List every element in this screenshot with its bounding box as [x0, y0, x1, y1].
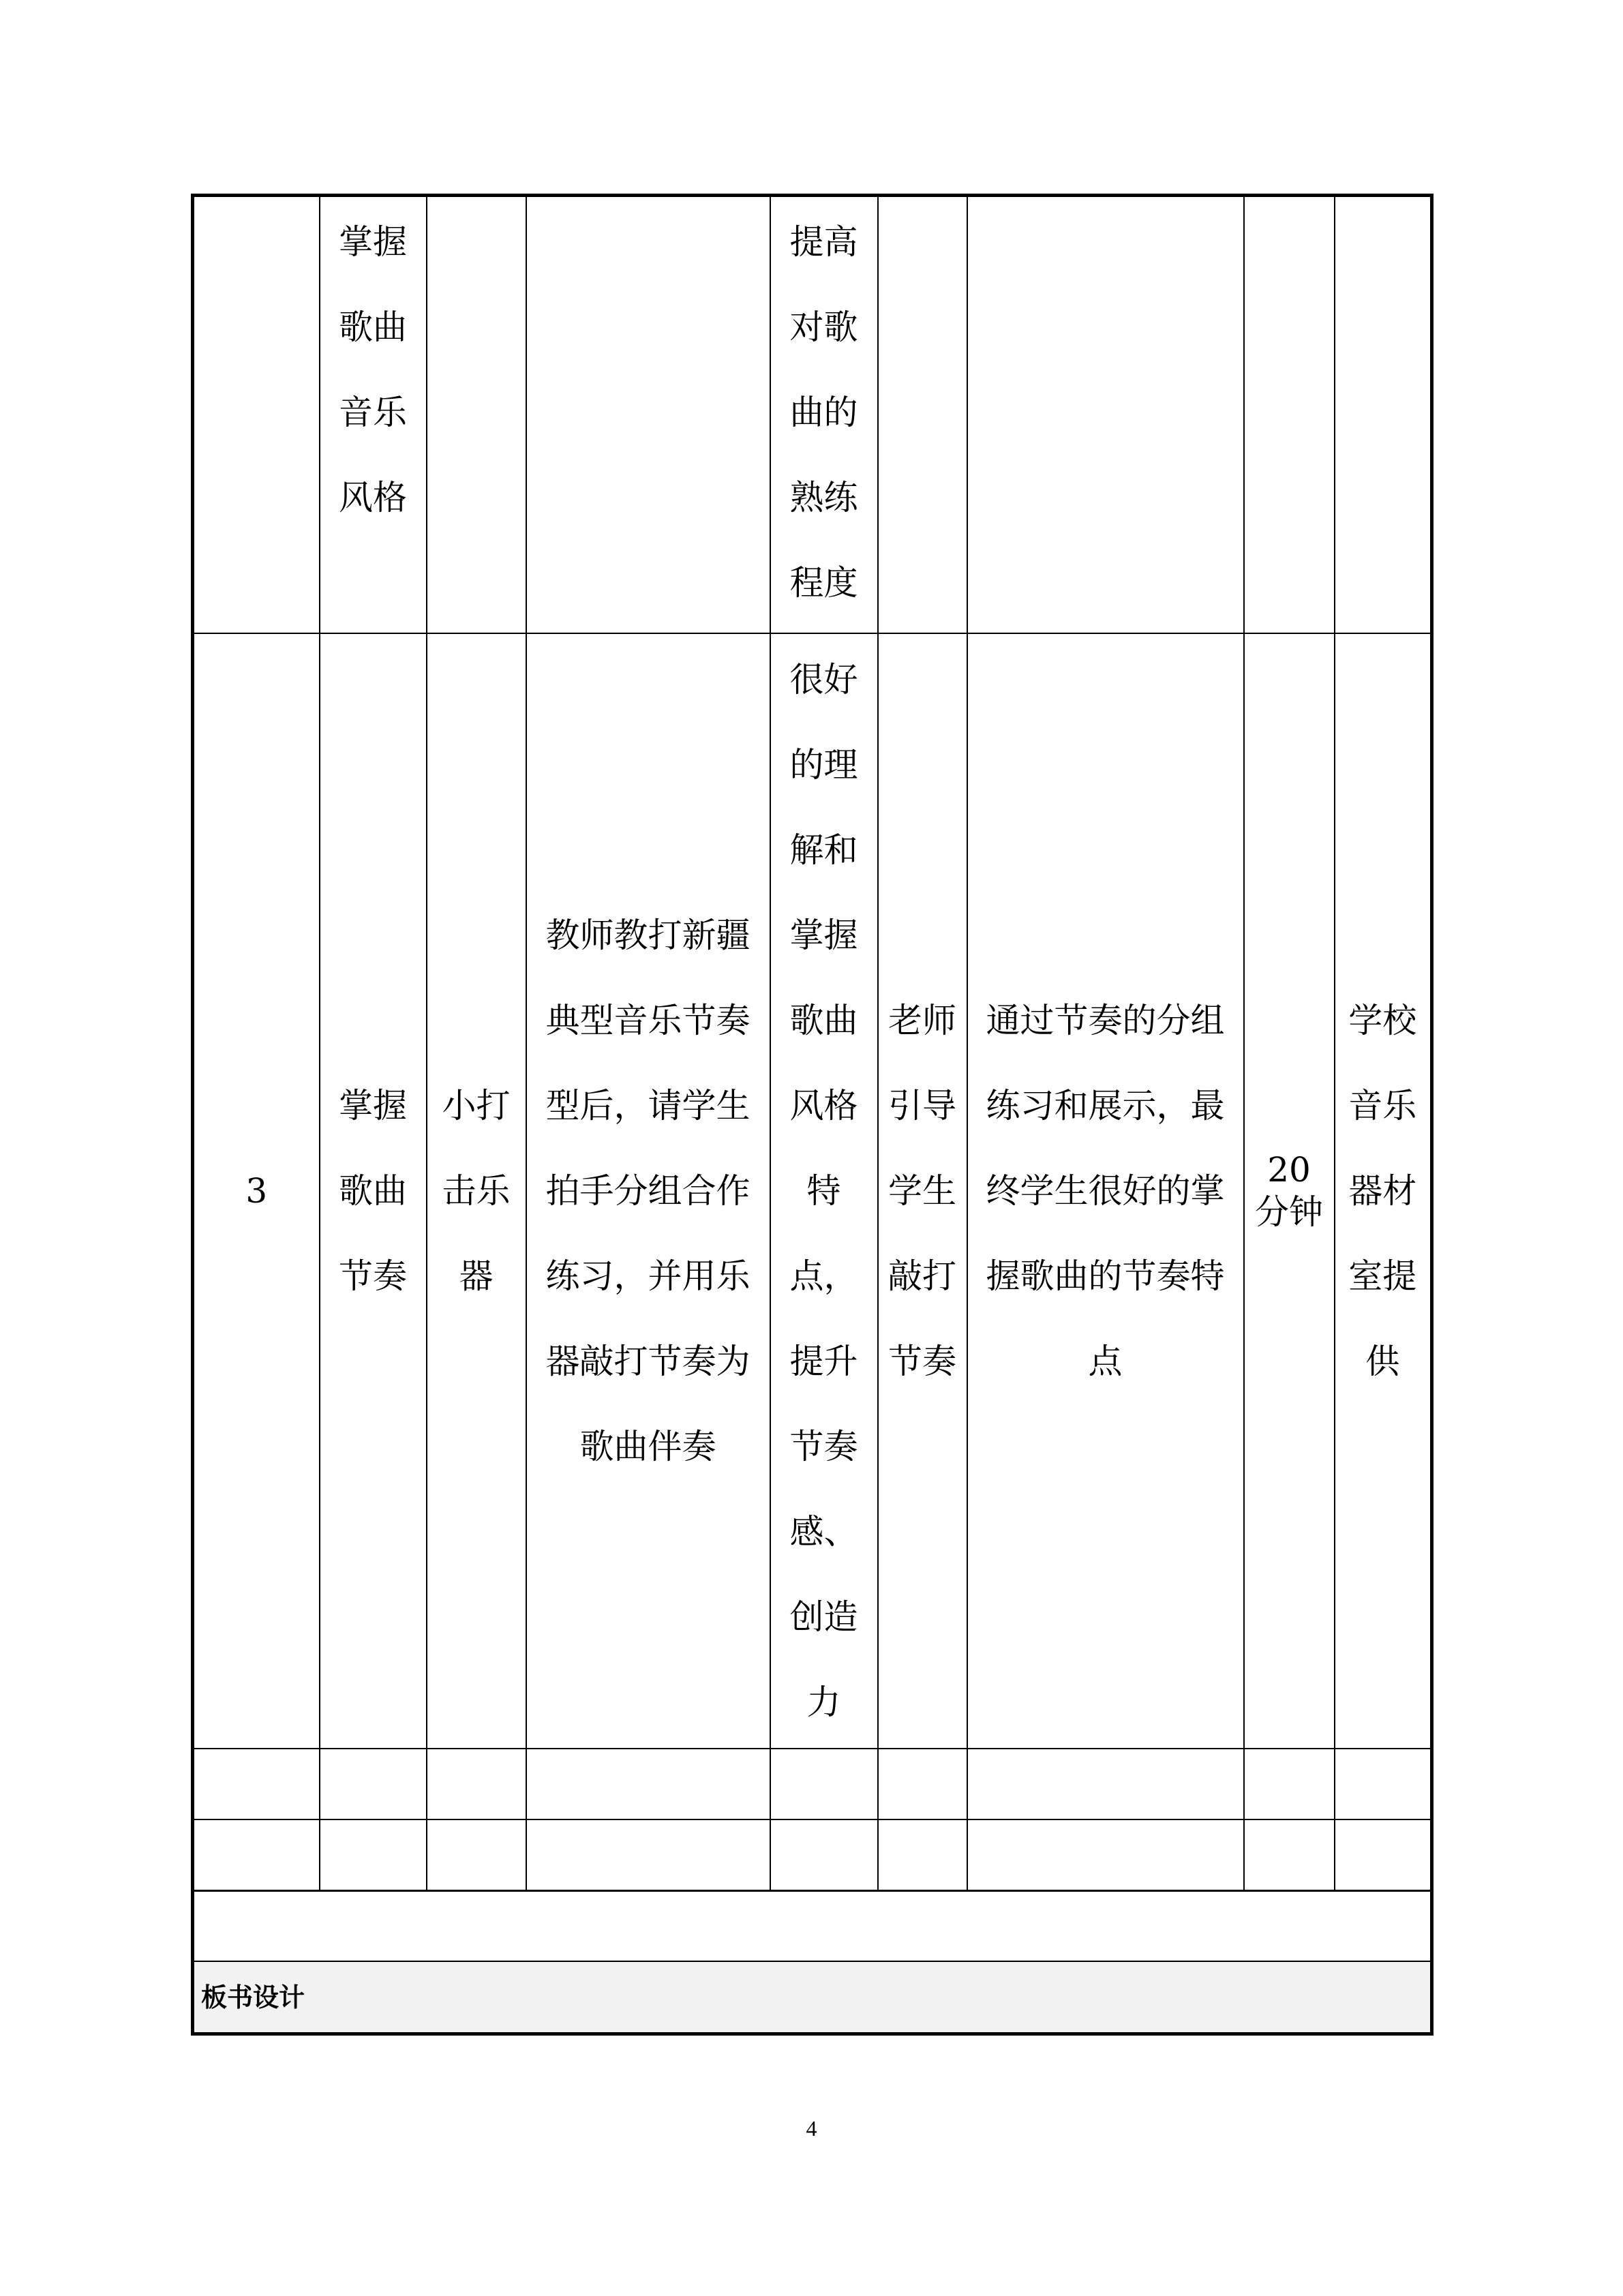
activity-cell [526, 633, 770, 1749]
empty-cell [526, 1749, 770, 1819]
effect-text: 提高 对歌 曲的 熟练 程度 [789, 222, 858, 603]
tool-text: 小打 击乐 器 [442, 1085, 511, 1296]
effect-cell [770, 633, 878, 1749]
time-cell [1244, 196, 1335, 633]
table-row [193, 1890, 1432, 1961]
goal-cell [320, 196, 427, 633]
board-design-label: 板书设计 [193, 1961, 1432, 2034]
empty-cell [193, 1749, 320, 1819]
empty-cell [427, 1819, 526, 1890]
table-row [193, 633, 1432, 1749]
tool-cell [427, 633, 526, 1749]
table-row [193, 1749, 1432, 1819]
effect-cell [770, 196, 878, 633]
activity-cell [526, 196, 770, 633]
result-cell [967, 196, 1244, 633]
empty-cell [1244, 1819, 1335, 1890]
table-row [193, 1819, 1432, 1890]
number-cell [193, 196, 320, 633]
empty-cell [878, 1749, 967, 1819]
empty-cell [770, 1819, 878, 1890]
guide-cell [878, 196, 967, 633]
empty-cell [1335, 1749, 1432, 1819]
goal-text: 掌握 歌曲 节奏 [339, 1085, 407, 1296]
empty-cell [1335, 1819, 1432, 1890]
empty-cell [427, 1749, 526, 1819]
empty-cell [320, 1819, 427, 1890]
number-text: 3 [245, 1170, 268, 1211]
guide-cell [878, 633, 967, 1749]
empty-cell [967, 1819, 1244, 1890]
empty-cell [1244, 1749, 1335, 1819]
effect-text: 很好 的理 解和 掌握 歌曲 风格 特 点， 提升 节奏 感、 创造 力 [789, 659, 858, 1722]
goal-cell [320, 633, 427, 1749]
source-cell [1335, 633, 1432, 1749]
guide-text: 老师 引导 学生 敲打 节奏 [888, 1000, 956, 1381]
empty-cell [878, 1819, 967, 1890]
empty-cell [967, 1749, 1244, 1819]
empty-cell [770, 1749, 878, 1819]
goal-text: 掌握 歌曲 音乐 风格 [339, 222, 407, 517]
empty-cell [193, 1819, 320, 1890]
table-row [193, 196, 1432, 633]
source-cell [1335, 196, 1432, 633]
time-text: 20 分钟 [1255, 1150, 1323, 1233]
empty-cell [320, 1749, 427, 1819]
number-cell [193, 633, 320, 1749]
empty-cell [526, 1819, 770, 1890]
source-text: 学校 音乐 器材 室提 供 [1348, 1000, 1417, 1381]
activity-text: 教师教打新疆 典型音乐节奏 型后，请学生 拍手分组合作 练习，并用乐 器敲打节奏为 歌曲伴奏 [545, 915, 750, 1466]
result-cell [967, 633, 1244, 1749]
blank-row-cell [193, 1890, 1432, 1961]
result-text: 通过节奏的分组 练习和展示，最 终学生很好的掌 握歌曲的节奏特 点 [986, 1000, 1225, 1381]
table-row [193, 1961, 1432, 2034]
tool-cell [427, 196, 526, 633]
time-cell [1244, 633, 1335, 1749]
lesson-plan-table [191, 194, 1434, 2036]
page-number: 4 [806, 2116, 817, 2141]
